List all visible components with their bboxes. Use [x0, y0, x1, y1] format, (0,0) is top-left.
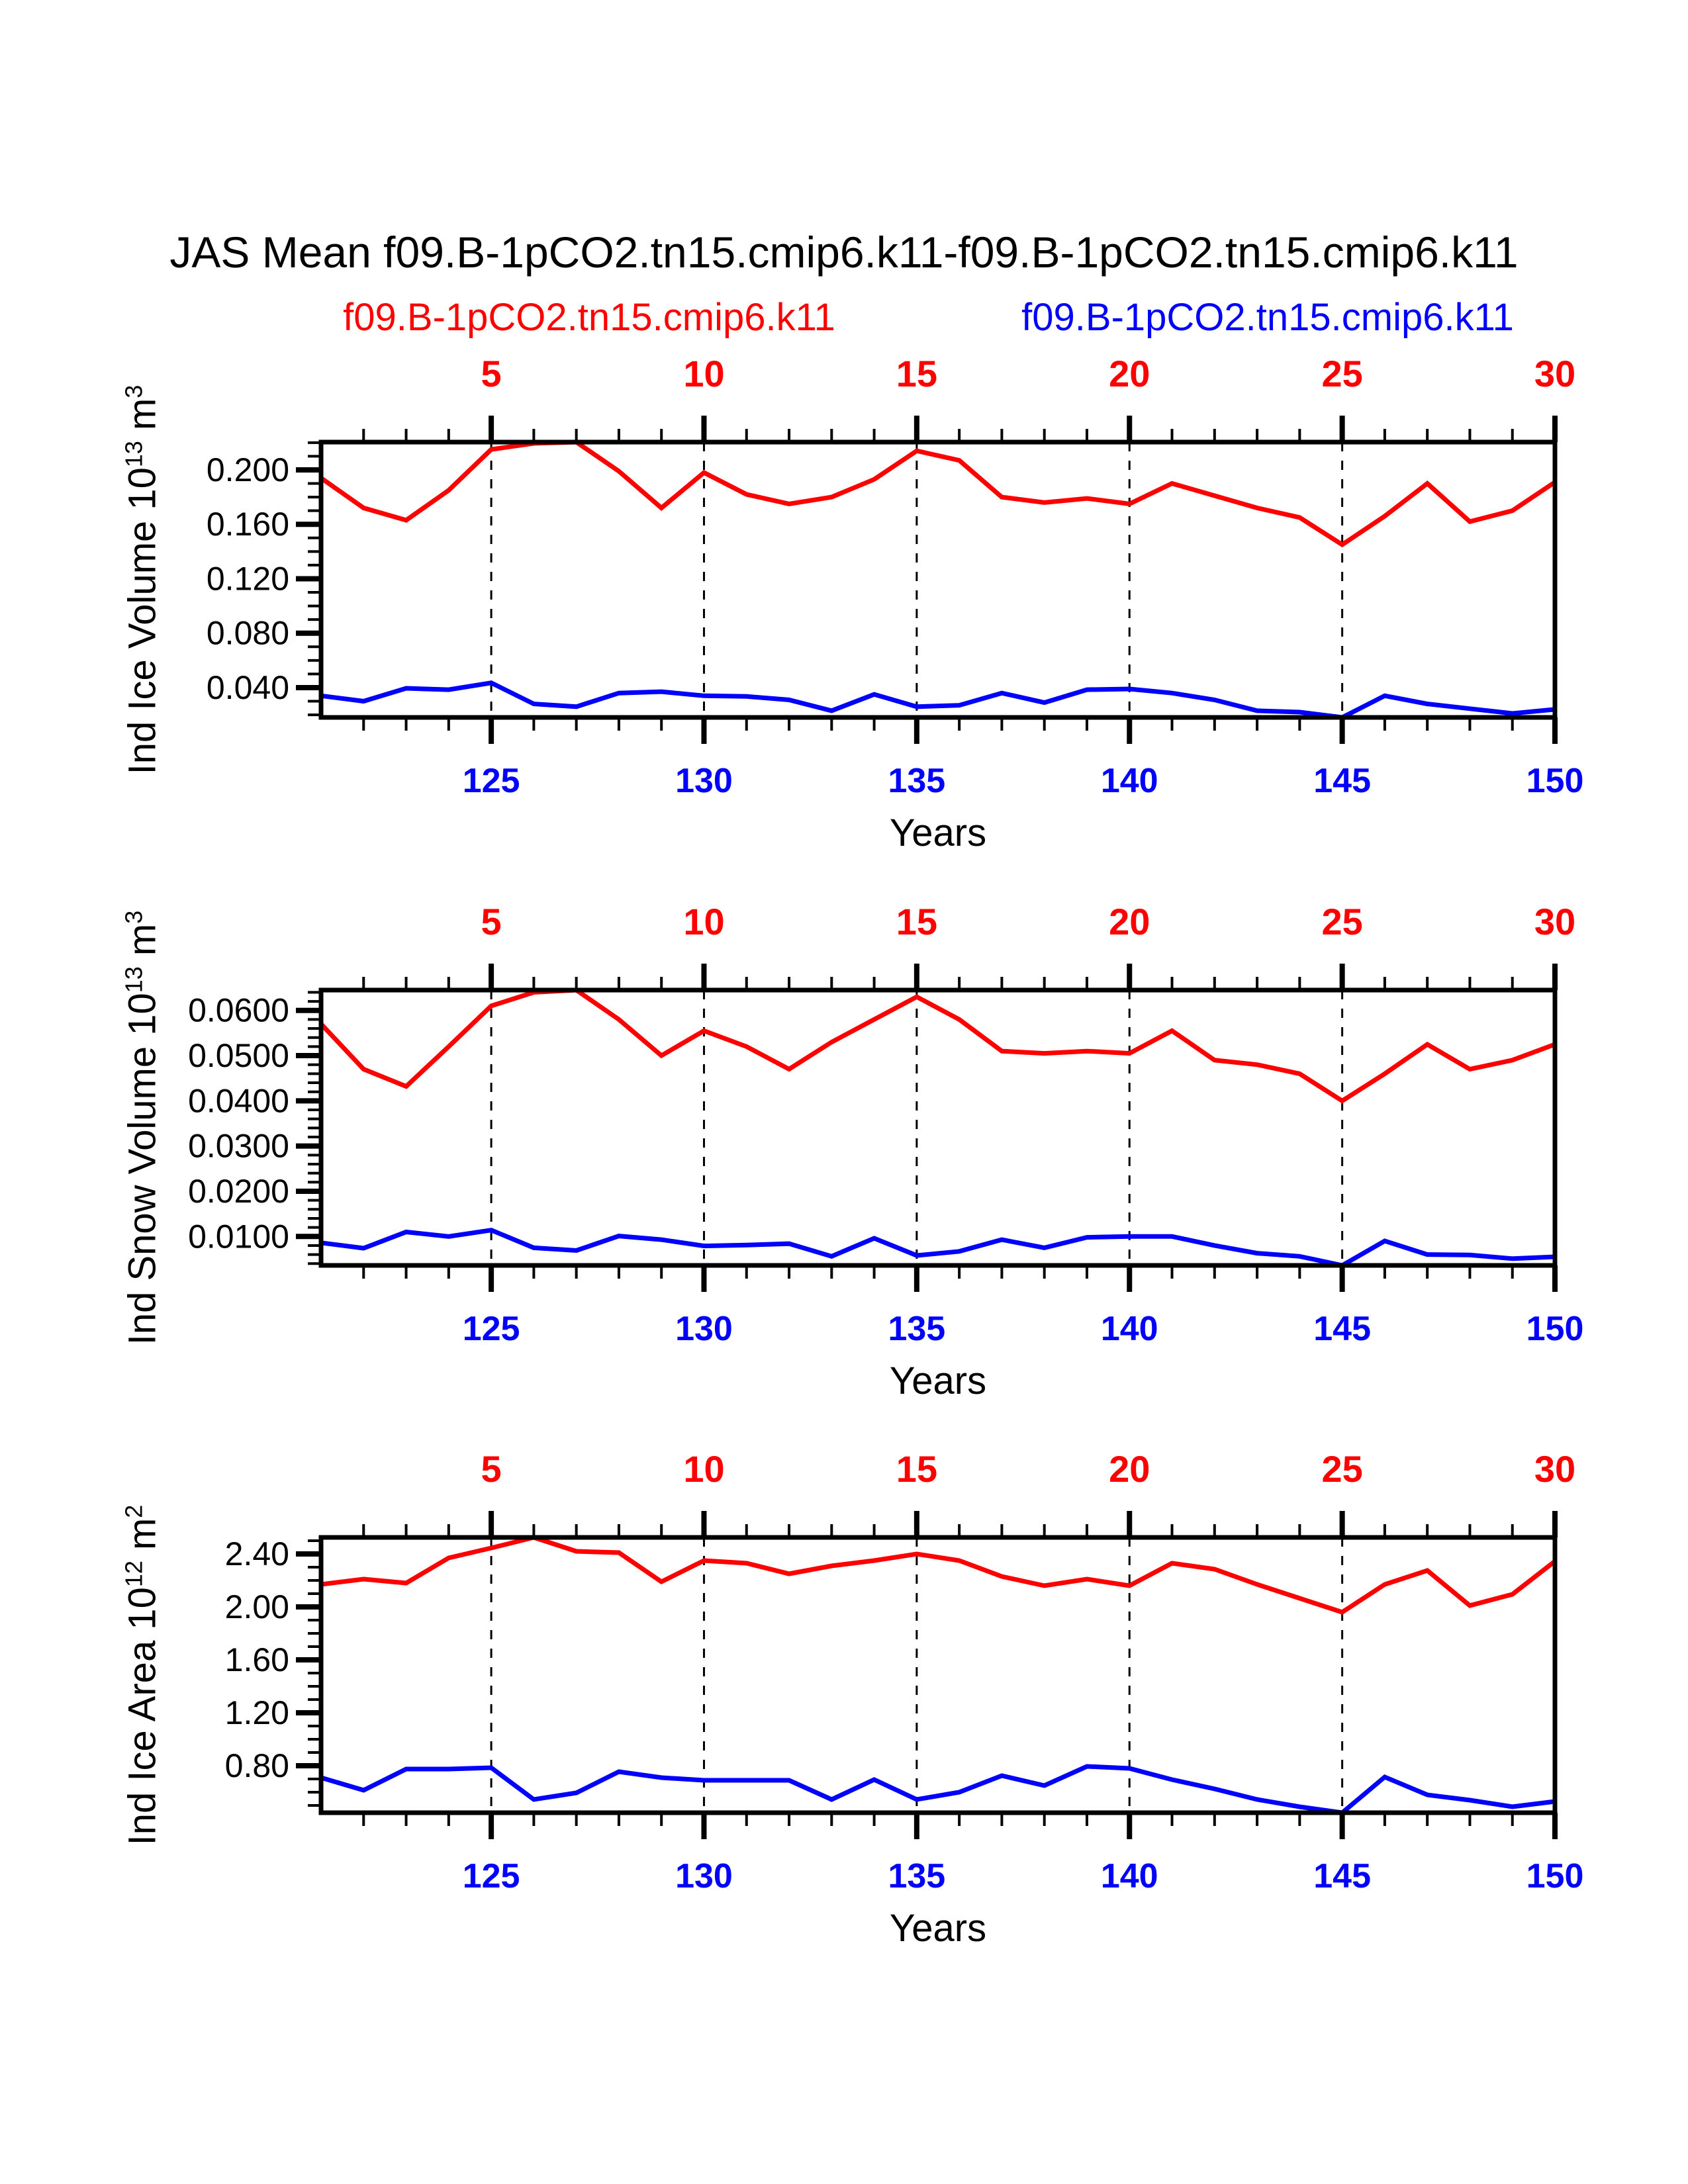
y-axis-title-unit-exponent: 2 — [120, 1504, 148, 1518]
bottom-axis-tick-label: 140 — [1100, 762, 1158, 800]
bottom-axis-tick-label: 145 — [1313, 762, 1372, 800]
y-axis-tick-label: 0.0200 — [188, 1172, 289, 1210]
panel-1-series-red — [321, 442, 1555, 545]
y-axis-tick-label: 0.0100 — [188, 1218, 289, 1255]
x-axis-title-panel-1: Years — [889, 811, 987, 854]
bottom-axis-tick-label: 145 — [1313, 1310, 1372, 1348]
top-axis-tick-label: 5 — [481, 353, 502, 394]
y-axis-title-unit-exponent: 3 — [120, 910, 148, 924]
y-axis-tick-label: 0.0300 — [188, 1127, 289, 1165]
bottom-axis-tick-label: 150 — [1526, 1310, 1584, 1348]
panel-3-svg — [0, 1425, 1688, 1925]
top-axis-tick-label: 30 — [1534, 1448, 1576, 1490]
top-axis-tick-label: 30 — [1534, 353, 1576, 394]
page-title: JAS Mean f09.B-1pCO2.tn15.cmip6.k11-f09.B-1pCO2.tn15.cmip6.k11 — [169, 228, 1519, 277]
bottom-axis-tick-label: 135 — [888, 762, 946, 800]
y-axis-tick-label: 0.80 — [224, 1747, 289, 1784]
bottom-axis-tick-label: 125 — [462, 762, 520, 800]
panel-1-plot-box — [321, 442, 1555, 717]
top-axis-tick-label: 25 — [1321, 353, 1363, 394]
top-axis-tick-label: 15 — [896, 353, 938, 394]
y-axis-title-exponent: 13 — [120, 966, 148, 993]
legend-entry-red: f09.B-1pCO2.tn15.cmip6.k11 — [343, 296, 835, 339]
bottom-axis-tick-label: 130 — [675, 1310, 733, 1348]
y-axis-tick-label: 0.0400 — [188, 1082, 289, 1120]
bottom-axis-tick-label: 135 — [888, 1310, 946, 1348]
y-axis-tick-label: 0.040 — [206, 668, 289, 706]
y-axis-tick-label: 0.0600 — [188, 991, 289, 1029]
legend-entry-blue: f09.B-1pCO2.tn15.cmip6.k11 — [1021, 296, 1514, 339]
top-axis-tick-label: 5 — [481, 1448, 502, 1490]
panel-2-series-red — [321, 990, 1555, 1101]
y-axis-title-text: Ind Ice Volume 10 — [120, 467, 164, 775]
y-axis-title-text: Ind Ice Area 10 — [120, 1587, 164, 1846]
y-axis-tick-label: 2.40 — [224, 1535, 289, 1572]
y-axis-title-exponent: 13 — [120, 441, 148, 468]
y-axis-tick-label: 2.00 — [224, 1588, 289, 1625]
bottom-axis-tick-label: 125 — [462, 1310, 520, 1348]
y-axis-tick-label: 0.080 — [206, 614, 289, 652]
bottom-axis-tick-label: 135 — [888, 1857, 946, 1895]
bottom-axis-tick-label: 130 — [675, 762, 733, 800]
bottom-axis-tick-label: 150 — [1526, 762, 1584, 800]
top-axis-tick-label: 15 — [896, 901, 938, 942]
y-axis-title-unit: m — [120, 1518, 164, 1561]
y-axis-title-unit: m — [120, 398, 164, 441]
top-axis-tick-label: 10 — [683, 901, 725, 942]
top-axis-tick-label: 30 — [1534, 901, 1576, 942]
bottom-axis-tick-label: 140 — [1100, 1310, 1158, 1348]
top-axis-tick-label: 20 — [1109, 1448, 1150, 1490]
y-axis-tick-label: 0.160 — [206, 506, 289, 543]
panel-1-series-blue — [321, 683, 1555, 717]
panel-2-series-blue — [321, 1230, 1555, 1265]
y-axis-tick-label: 0.200 — [206, 451, 289, 488]
y-axis-title-unit: m — [120, 923, 164, 967]
panel-2-plot-box — [321, 990, 1555, 1265]
panel-2-svg — [0, 878, 1688, 1378]
bottom-axis-tick-label: 130 — [675, 1857, 733, 1895]
top-axis-tick-label: 25 — [1321, 1448, 1363, 1490]
y-axis-tick-label: 1.20 — [224, 1694, 289, 1731]
y-axis-tick-label: 0.120 — [206, 560, 289, 598]
top-axis-tick-label: 10 — [683, 353, 725, 394]
y-axis-tick-label: 0.0500 — [188, 1037, 289, 1075]
x-axis-title-panel-3: Years — [889, 1907, 987, 1950]
top-axis-tick-label: 5 — [481, 901, 502, 942]
y-axis-title-unit-exponent: 3 — [120, 385, 148, 398]
top-axis-tick-label: 15 — [896, 1448, 938, 1490]
y-axis-title-exponent: 12 — [120, 1561, 148, 1588]
bottom-axis-tick-label: 150 — [1526, 1857, 1584, 1895]
y-axis-tick-label: 1.60 — [224, 1641, 289, 1678]
panel-3-plot-box — [321, 1537, 1555, 1813]
top-axis-tick-label: 10 — [683, 1448, 725, 1490]
top-axis-tick-label: 20 — [1109, 353, 1150, 394]
panel-3-series-blue — [321, 1766, 1555, 1813]
bottom-axis-tick-label: 125 — [462, 1857, 520, 1895]
bottom-axis-tick-label: 140 — [1100, 1857, 1158, 1895]
panel-3-series-red — [321, 1537, 1555, 1612]
x-axis-title-panel-2: Years — [889, 1359, 987, 1402]
top-axis-tick-label: 25 — [1321, 901, 1363, 942]
panel-1-svg — [0, 330, 1688, 830]
bottom-axis-tick-label: 145 — [1313, 1857, 1372, 1895]
y-axis-title-text: Ind Snow Volume 10 — [120, 993, 164, 1345]
top-axis-tick-label: 20 — [1109, 901, 1150, 942]
